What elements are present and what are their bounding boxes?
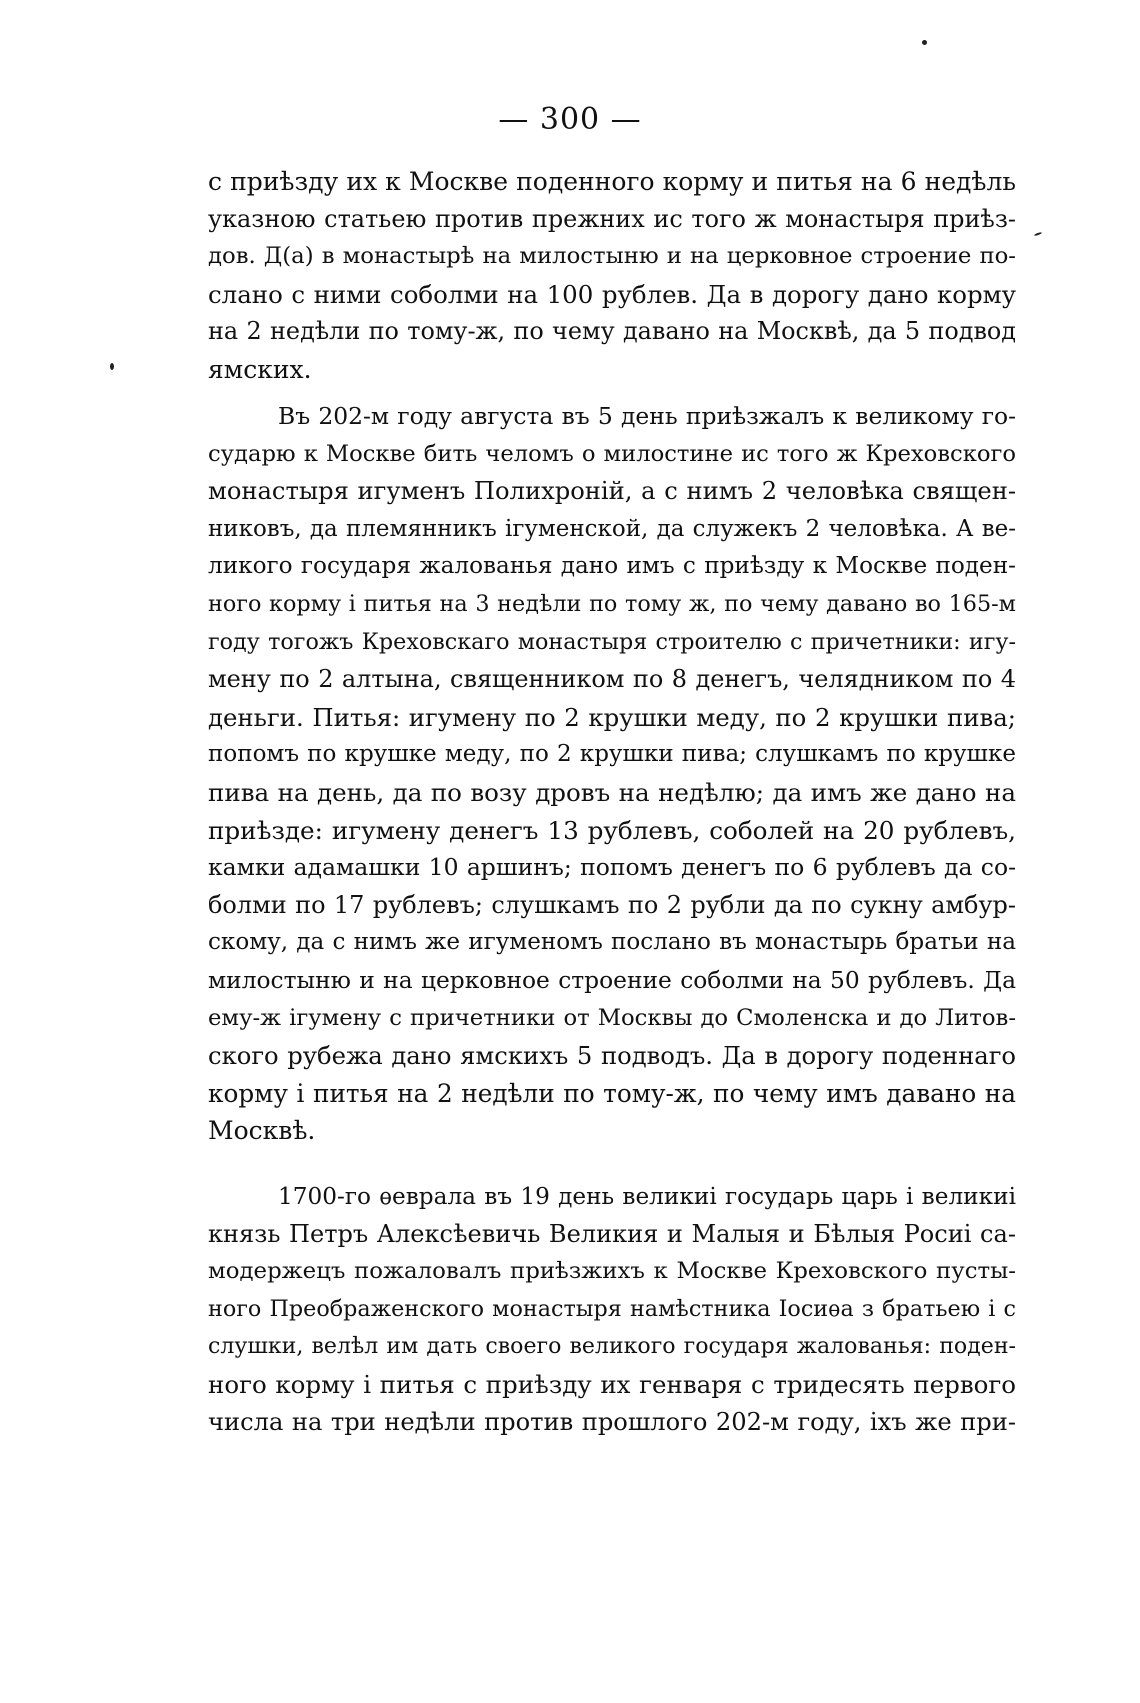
text-line: болми по 17 рублевъ; слушкамъ по 2 рубли да по сукну амбур- (208, 890, 1016, 919)
text-line: приѣзде: игумену денегъ 13 рублевъ, соболей на 20 рублевъ, (208, 815, 1016, 845)
text-line: милостыню и на церковное строение соболми на 50 рублевъ. Да (208, 965, 1016, 994)
text-line: ного корму і питья на 3 недѣли по тому ж, по чему давано во 165-м (208, 590, 1016, 617)
text-line: ного Преображенского монастыря намѣстника Іосиѳа з братьею і с (208, 1295, 1016, 1322)
text-line: монастыря игуменъ Полихроній, а с нимъ 2 человѣка священ- (208, 477, 1016, 506)
text-line: ского рубежа дано ямскихъ 5 подводъ. Да в дорогу поденнаго (208, 1041, 1016, 1071)
text-line: попомъ по крушке меду, по 2 крушки пива; слушкамъ по крушке (208, 741, 1016, 768)
text-line: сударю к Москве бить челомъ о милостине ис того ж Креховского (208, 440, 1016, 467)
text-line: пива на день, да по возу дровъ на недѣлю; да имъ же дано на (208, 777, 1016, 807)
text-line: указною статьею против прежних ис того ж монастыря приѣз- (208, 204, 1016, 233)
page-number: — 300 — (498, 102, 642, 137)
text-line: мену по 2 алтына, священником по 8 денегъ, челядником по 4 (208, 665, 1016, 694)
text-line: никовъ, да племянникъ ігуменской, да служекъ 2 человѣка. А ве- (208, 515, 1016, 542)
text-line: ямских. (208, 354, 312, 384)
text-line: модержецъ пожаловалъ приѣзжихъ к Москве Креховского пусты- (208, 1258, 1016, 1285)
text-line: скому, да с нимъ же игуменомъ послано въ монастырь братьи на (208, 929, 1016, 956)
text-line: слушки, велѣл им дать своего великого государя жалованья: поден- (208, 1334, 1016, 1360)
print-speck (1034, 232, 1042, 237)
print-speck (922, 40, 927, 45)
paragraph-3 (208, 1178, 1016, 1441)
text-line: числа на три недѣли против прошлого 202-м году, іхъ же при- (208, 1407, 1016, 1436)
text-line: ему-ж ігумену с причетники от Москвы до Смоленска и до Литов- (208, 1004, 1016, 1031)
text-line: году тогожъ Креховскаго монастыря строителю с причетники: игу- (208, 628, 1016, 655)
text-line: с приѣзду их к Москве поденного корму и питья на 6 недѣль (208, 167, 1016, 196)
text-line: 1700-го ѳеврала въ 19 день великиі государь царь і великиі (278, 1183, 1016, 1210)
text-line: деньги. Питья: игумену по 2 крушки меду, по 2 крушки пива; (208, 702, 1016, 732)
text-line: ликого государя жалованья дано имъ с приѣзду к Москве поден- (208, 553, 1016, 580)
text-line: князь Петръ Алексѣевичь Великия и Малыя и Бѣлыя Росиі са- (208, 1219, 1016, 1248)
text-line: ного корму і питья с приѣзду их генваря с тридесять первого (208, 1369, 1016, 1399)
text-line: на 2 недѣли по тому-ж, по чему давано на Москвѣ, да 5 подвод (208, 317, 1016, 346)
text-line: корму і питья на 2 недѣли по тому-ж, по чему имъ давано на (208, 1078, 1016, 1108)
text-line: Москвѣ. (208, 1116, 316, 1146)
paragraph-1 (208, 163, 1016, 389)
text-line: камки адамашки 10 аршинъ; попомъ денегъ по 6 рублевъ да со- (208, 853, 1016, 882)
paragraph-2 (208, 398, 1016, 1150)
text-line: Въ 202-м году августа въ 5 день приѣзжалъ к великому го- (278, 402, 1016, 430)
print-speck (110, 363, 114, 370)
text-line: дов. Д(а) в монастырѣ на милостыню и на церковное строение по- (208, 243, 1016, 270)
text-line: слано с ними соболми на 100 рублев. Да в дорогу дано корму (208, 279, 1016, 309)
